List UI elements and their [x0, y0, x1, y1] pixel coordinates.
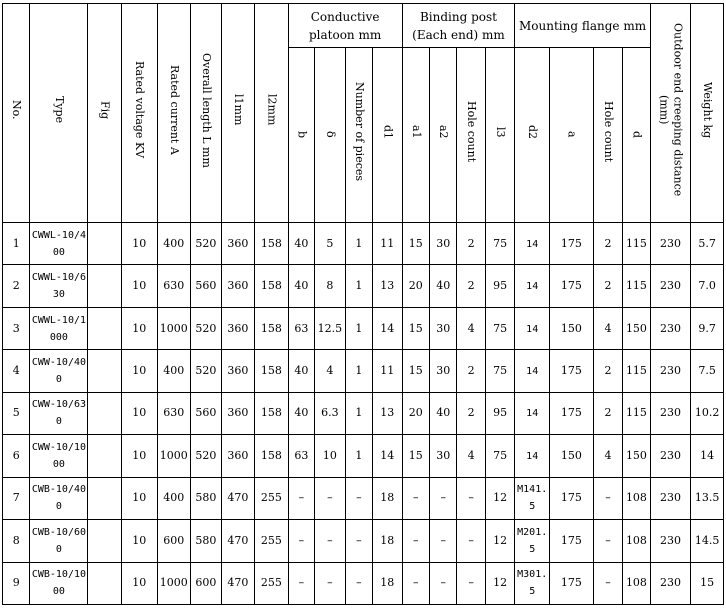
cell-weight: 13.5 — [691, 477, 724, 519]
cell-d: 108 — [623, 562, 651, 605]
cell-b: – — [288, 562, 314, 605]
cell-b: 40 — [288, 265, 314, 307]
cell-hole-count-flange: 2 — [593, 350, 622, 392]
cell-rated-current: 1000 — [157, 435, 191, 477]
spec-table — [2, 3, 724, 605]
cell-no: 4 — [3, 350, 30, 392]
cell-type: CWW-10/1000 — [30, 435, 88, 477]
table-row — [3, 350, 724, 392]
cell-d1: 11 — [373, 350, 402, 392]
cell-creeping-distance: 230 — [650, 435, 691, 477]
cell-type: CWB-10/600 — [30, 520, 88, 562]
cell-a2: – — [429, 520, 456, 562]
cell-overall-length: 520 — [191, 350, 222, 392]
cell-d1: 11 — [373, 223, 402, 265]
cell-overall-length: 560 — [191, 392, 222, 434]
cell-d1: 14 — [373, 307, 402, 349]
cell-b: – — [288, 520, 314, 562]
cell-l2: 158 — [255, 350, 289, 392]
cell-fig — [88, 435, 122, 477]
header-outdoor-creeping: Outdoor end creeping distance (mm) — [650, 4, 691, 223]
cell-no: 3 — [3, 307, 30, 349]
header-fig: Fig — [88, 4, 122, 223]
header-l1: l1mm — [221, 4, 255, 223]
cell-pieces: 1 — [345, 223, 372, 265]
cell-b: 40 — [288, 223, 314, 265]
cell-l1: 360 — [221, 350, 255, 392]
cell-rated-voltage: 10 — [121, 265, 157, 307]
cell-delta: – — [315, 520, 346, 562]
cell-delta: 12.5 — [315, 307, 346, 349]
cell-a1: – — [402, 477, 429, 519]
header-l2: l2mm — [255, 4, 289, 223]
cell-l1: 470 — [221, 477, 255, 519]
cell-weight: 14 — [691, 435, 724, 477]
cell-a1: – — [402, 562, 429, 605]
cell-rated-voltage: 10 — [121, 477, 157, 519]
cell-hole-count-flange: 4 — [593, 435, 622, 477]
cell-l3: 12 — [485, 520, 515, 562]
cell-pieces: 1 — [345, 307, 372, 349]
cell-d1: 18 — [373, 562, 402, 605]
table-row — [3, 477, 724, 519]
cell-rated-voltage: 10 — [121, 350, 157, 392]
cell-pieces: 1 — [345, 435, 372, 477]
header-d1: d1 — [373, 48, 402, 223]
cell-l2: 158 — [255, 392, 289, 434]
header-binding-post: Binding post (Each end) mm — [402, 4, 515, 48]
cell-l3: 95 — [485, 392, 515, 434]
cell-type: CWB-10/1000 — [30, 562, 88, 605]
table-row — [3, 307, 724, 349]
cell-a: 150 — [549, 435, 593, 477]
cell-a2: 30 — [429, 307, 456, 349]
cell-d: 115 — [623, 265, 651, 307]
cell-d: 150 — [623, 435, 651, 477]
cell-hole-count-flange: 2 — [593, 223, 622, 265]
cell-d2: M141.5 — [515, 477, 550, 519]
cell-b: 63 — [288, 307, 314, 349]
cell-l2: 255 — [255, 520, 289, 562]
cell-rated-current: 600 — [157, 520, 191, 562]
cell-a1: 20 — [402, 265, 429, 307]
cell-a: 175 — [549, 223, 593, 265]
table-body — [3, 223, 724, 605]
table-row — [3, 562, 724, 605]
cell-d1: 13 — [373, 392, 402, 434]
cell-hole-count-flange: – — [593, 562, 622, 605]
cell-l3: 12 — [485, 562, 515, 605]
cell-a: 150 — [549, 307, 593, 349]
cell-l2: 158 — [255, 435, 289, 477]
cell-creeping-distance: 230 — [650, 477, 691, 519]
cell-b: 40 — [288, 350, 314, 392]
header-a: a — [549, 48, 593, 223]
cell-a: 175 — [549, 265, 593, 307]
cell-overall-length: 580 — [191, 477, 222, 519]
cell-pieces: – — [345, 477, 372, 519]
cell-d: 115 — [623, 392, 651, 434]
cell-l1: 360 — [221, 223, 255, 265]
cell-overall-length: 520 — [191, 307, 222, 349]
cell-delta: 5 — [315, 223, 346, 265]
cell-l1: 470 — [221, 562, 255, 605]
cell-hole-count-binding: – — [457, 562, 485, 605]
cell-a2: 40 — [429, 392, 456, 434]
cell-hole-count-binding: – — [457, 520, 485, 562]
cell-a1: 15 — [402, 350, 429, 392]
cell-l1: 470 — [221, 520, 255, 562]
cell-l2: 255 — [255, 562, 289, 605]
header-d: d — [623, 48, 651, 223]
cell-delta: 10 — [315, 435, 346, 477]
header-b: b — [288, 48, 314, 223]
cell-rated-current: 1000 — [157, 562, 191, 605]
header-conductive-platoon: Conductive platoon mm — [288, 4, 402, 48]
cell-l2: 158 — [255, 307, 289, 349]
cell-pieces: 1 — [345, 392, 372, 434]
cell-d1: 18 — [373, 520, 402, 562]
cell-type: CWW-10/400 — [30, 350, 88, 392]
cell-type: CWWL-10/400 — [30, 223, 88, 265]
cell-creeping-distance: 230 — [650, 520, 691, 562]
header-rated-voltage: Rated voltage KV — [121, 4, 157, 223]
cell-fig — [88, 392, 122, 434]
cell-l1: 360 — [221, 307, 255, 349]
cell-l3: 75 — [485, 307, 515, 349]
cell-fig — [88, 562, 122, 605]
cell-a: 175 — [549, 477, 593, 519]
header-weight: Weight kg — [691, 4, 724, 223]
table-row — [3, 265, 724, 307]
cell-weight: 7.5 — [691, 350, 724, 392]
cell-hole-count-binding: 2 — [457, 392, 485, 434]
cell-a1: 20 — [402, 392, 429, 434]
cell-fig — [88, 265, 122, 307]
cell-a2: 30 — [429, 435, 456, 477]
cell-hole-count-flange: 4 — [593, 307, 622, 349]
table-row — [3, 392, 724, 434]
cell-no: 6 — [3, 435, 30, 477]
header-type: Type — [30, 4, 88, 223]
cell-rated-current: 400 — [157, 223, 191, 265]
cell-l1: 360 — [221, 392, 255, 434]
cell-overall-length: 520 — [191, 435, 222, 477]
header-number-of-pieces: Number of pieces — [345, 48, 372, 223]
cell-hole-count-binding: 4 — [457, 307, 485, 349]
cell-fig — [88, 477, 122, 519]
cell-a1: 15 — [402, 223, 429, 265]
cell-hole-count-flange: 2 — [593, 392, 622, 434]
cell-fig — [88, 307, 122, 349]
header-a1: a1 — [402, 48, 429, 223]
cell-hole-count-binding: 2 — [457, 350, 485, 392]
cell-creeping-distance: 230 — [650, 350, 691, 392]
cell-d2: M201.5 — [515, 520, 550, 562]
header-no: No. — [3, 4, 30, 223]
cell-overall-length: 560 — [191, 265, 222, 307]
cell-rated-current: 630 — [157, 392, 191, 434]
cell-d1: 18 — [373, 477, 402, 519]
cell-d1: 14 — [373, 435, 402, 477]
cell-delta: 4 — [315, 350, 346, 392]
header-hole-count-flange: Hole count — [593, 48, 622, 223]
cell-delta: – — [315, 562, 346, 605]
cell-type: CWWL-10/1000 — [30, 307, 88, 349]
cell-weight: 7.0 — [691, 265, 724, 307]
cell-fig — [88, 520, 122, 562]
table-row — [3, 435, 724, 477]
cell-a: 175 — [549, 350, 593, 392]
cell-rated-current: 400 — [157, 477, 191, 519]
cell-weight: 9.7 — [691, 307, 724, 349]
cell-a1: 15 — [402, 435, 429, 477]
cell-no: 1 — [3, 223, 30, 265]
cell-b: – — [288, 477, 314, 519]
cell-rated-voltage: 10 — [121, 435, 157, 477]
header-mounting-flange: Mounting flange mm — [515, 4, 650, 48]
cell-rated-voltage: 10 — [121, 392, 157, 434]
cell-a2: 40 — [429, 265, 456, 307]
cell-weight: 14.5 — [691, 520, 724, 562]
cell-weight: 15 — [691, 562, 724, 605]
cell-delta: 6.3 — [315, 392, 346, 434]
cell-rated-voltage: 10 — [121, 562, 157, 605]
cell-d: 115 — [623, 223, 651, 265]
cell-rated-voltage: 10 — [121, 223, 157, 265]
cell-d: 150 — [623, 307, 651, 349]
cell-l3: 12 — [485, 477, 515, 519]
cell-a2: 30 — [429, 350, 456, 392]
cell-d2: M301.5 — [515, 562, 550, 605]
cell-hole-count-flange: – — [593, 520, 622, 562]
header-hole-count-binding: Hole count — [457, 48, 485, 223]
cell-creeping-distance: 230 — [650, 392, 691, 434]
cell-overall-length: 600 — [191, 562, 222, 605]
cell-b: 40 — [288, 392, 314, 434]
cell-d2: 14 — [515, 350, 550, 392]
cell-creeping-distance: 230 — [650, 562, 691, 605]
cell-hole-count-flange: 2 — [593, 265, 622, 307]
cell-pieces: – — [345, 520, 372, 562]
cell-rated-current: 400 — [157, 350, 191, 392]
cell-d: 108 — [623, 477, 651, 519]
cell-d2: 14 — [515, 307, 550, 349]
cell-no: 9 — [3, 562, 30, 605]
cell-l1: 360 — [221, 265, 255, 307]
cell-l3: 75 — [485, 435, 515, 477]
cell-pieces: 1 — [345, 350, 372, 392]
cell-weight: 5.7 — [691, 223, 724, 265]
cell-creeping-distance: 230 — [650, 223, 691, 265]
cell-d: 108 — [623, 520, 651, 562]
cell-l1: 360 — [221, 435, 255, 477]
cell-type: CWW-10/630 — [30, 392, 88, 434]
cell-l2: 255 — [255, 477, 289, 519]
cell-a: 175 — [549, 562, 593, 605]
cell-hole-count-binding: 2 — [457, 265, 485, 307]
cell-l2: 158 — [255, 265, 289, 307]
cell-rated-current: 1000 — [157, 307, 191, 349]
cell-delta: – — [315, 477, 346, 519]
cell-pieces: – — [345, 562, 372, 605]
header-overall-length: Overall length L mm — [191, 4, 222, 223]
cell-d2: 14 — [515, 223, 550, 265]
cell-d2: 14 — [515, 435, 550, 477]
cell-d: 115 — [623, 350, 651, 392]
cell-no: 8 — [3, 520, 30, 562]
cell-weight: 10.2 — [691, 392, 724, 434]
cell-hole-count-binding: 2 — [457, 223, 485, 265]
cell-no: 5 — [3, 392, 30, 434]
cell-type: CWWL-10/630 — [30, 265, 88, 307]
cell-hole-count-flange: – — [593, 477, 622, 519]
cell-a: 175 — [549, 392, 593, 434]
cell-hole-count-binding: 4 — [457, 435, 485, 477]
cell-d2: 14 — [515, 392, 550, 434]
header-a2: a2 — [429, 48, 456, 223]
cell-l3: 75 — [485, 223, 515, 265]
cell-l3: 75 — [485, 350, 515, 392]
table-row — [3, 520, 724, 562]
cell-a1: – — [402, 520, 429, 562]
cell-rated-voltage: 10 — [121, 307, 157, 349]
cell-rated-current: 630 — [157, 265, 191, 307]
header-delta: δ — [315, 48, 346, 223]
cell-delta: 8 — [315, 265, 346, 307]
cell-l2: 158 — [255, 223, 289, 265]
cell-type: CWB-10/400 — [30, 477, 88, 519]
cell-overall-length: 520 — [191, 223, 222, 265]
cell-no: 7 — [3, 477, 30, 519]
cell-a2: 30 — [429, 223, 456, 265]
cell-creeping-distance: 230 — [650, 307, 691, 349]
cell-overall-length: 580 — [191, 520, 222, 562]
cell-fig — [88, 350, 122, 392]
cell-b: 63 — [288, 435, 314, 477]
cell-pieces: 1 — [345, 265, 372, 307]
cell-hole-count-binding: – — [457, 477, 485, 519]
header-l3: l3 — [485, 48, 515, 223]
cell-a2: – — [429, 477, 456, 519]
cell-fig — [88, 223, 122, 265]
header-d2: d2 — [515, 48, 550, 223]
cell-d2: 14 — [515, 265, 550, 307]
table-row — [3, 223, 724, 265]
cell-creeping-distance: 230 — [650, 265, 691, 307]
cell-a2: – — [429, 562, 456, 605]
header-rated-current: Rated current A — [157, 4, 191, 223]
cell-a: 175 — [549, 520, 593, 562]
cell-no: 2 — [3, 265, 30, 307]
cell-a1: 15 — [402, 307, 429, 349]
cell-rated-voltage: 10 — [121, 520, 157, 562]
cell-d1: 13 — [373, 265, 402, 307]
cell-l3: 95 — [485, 265, 515, 307]
